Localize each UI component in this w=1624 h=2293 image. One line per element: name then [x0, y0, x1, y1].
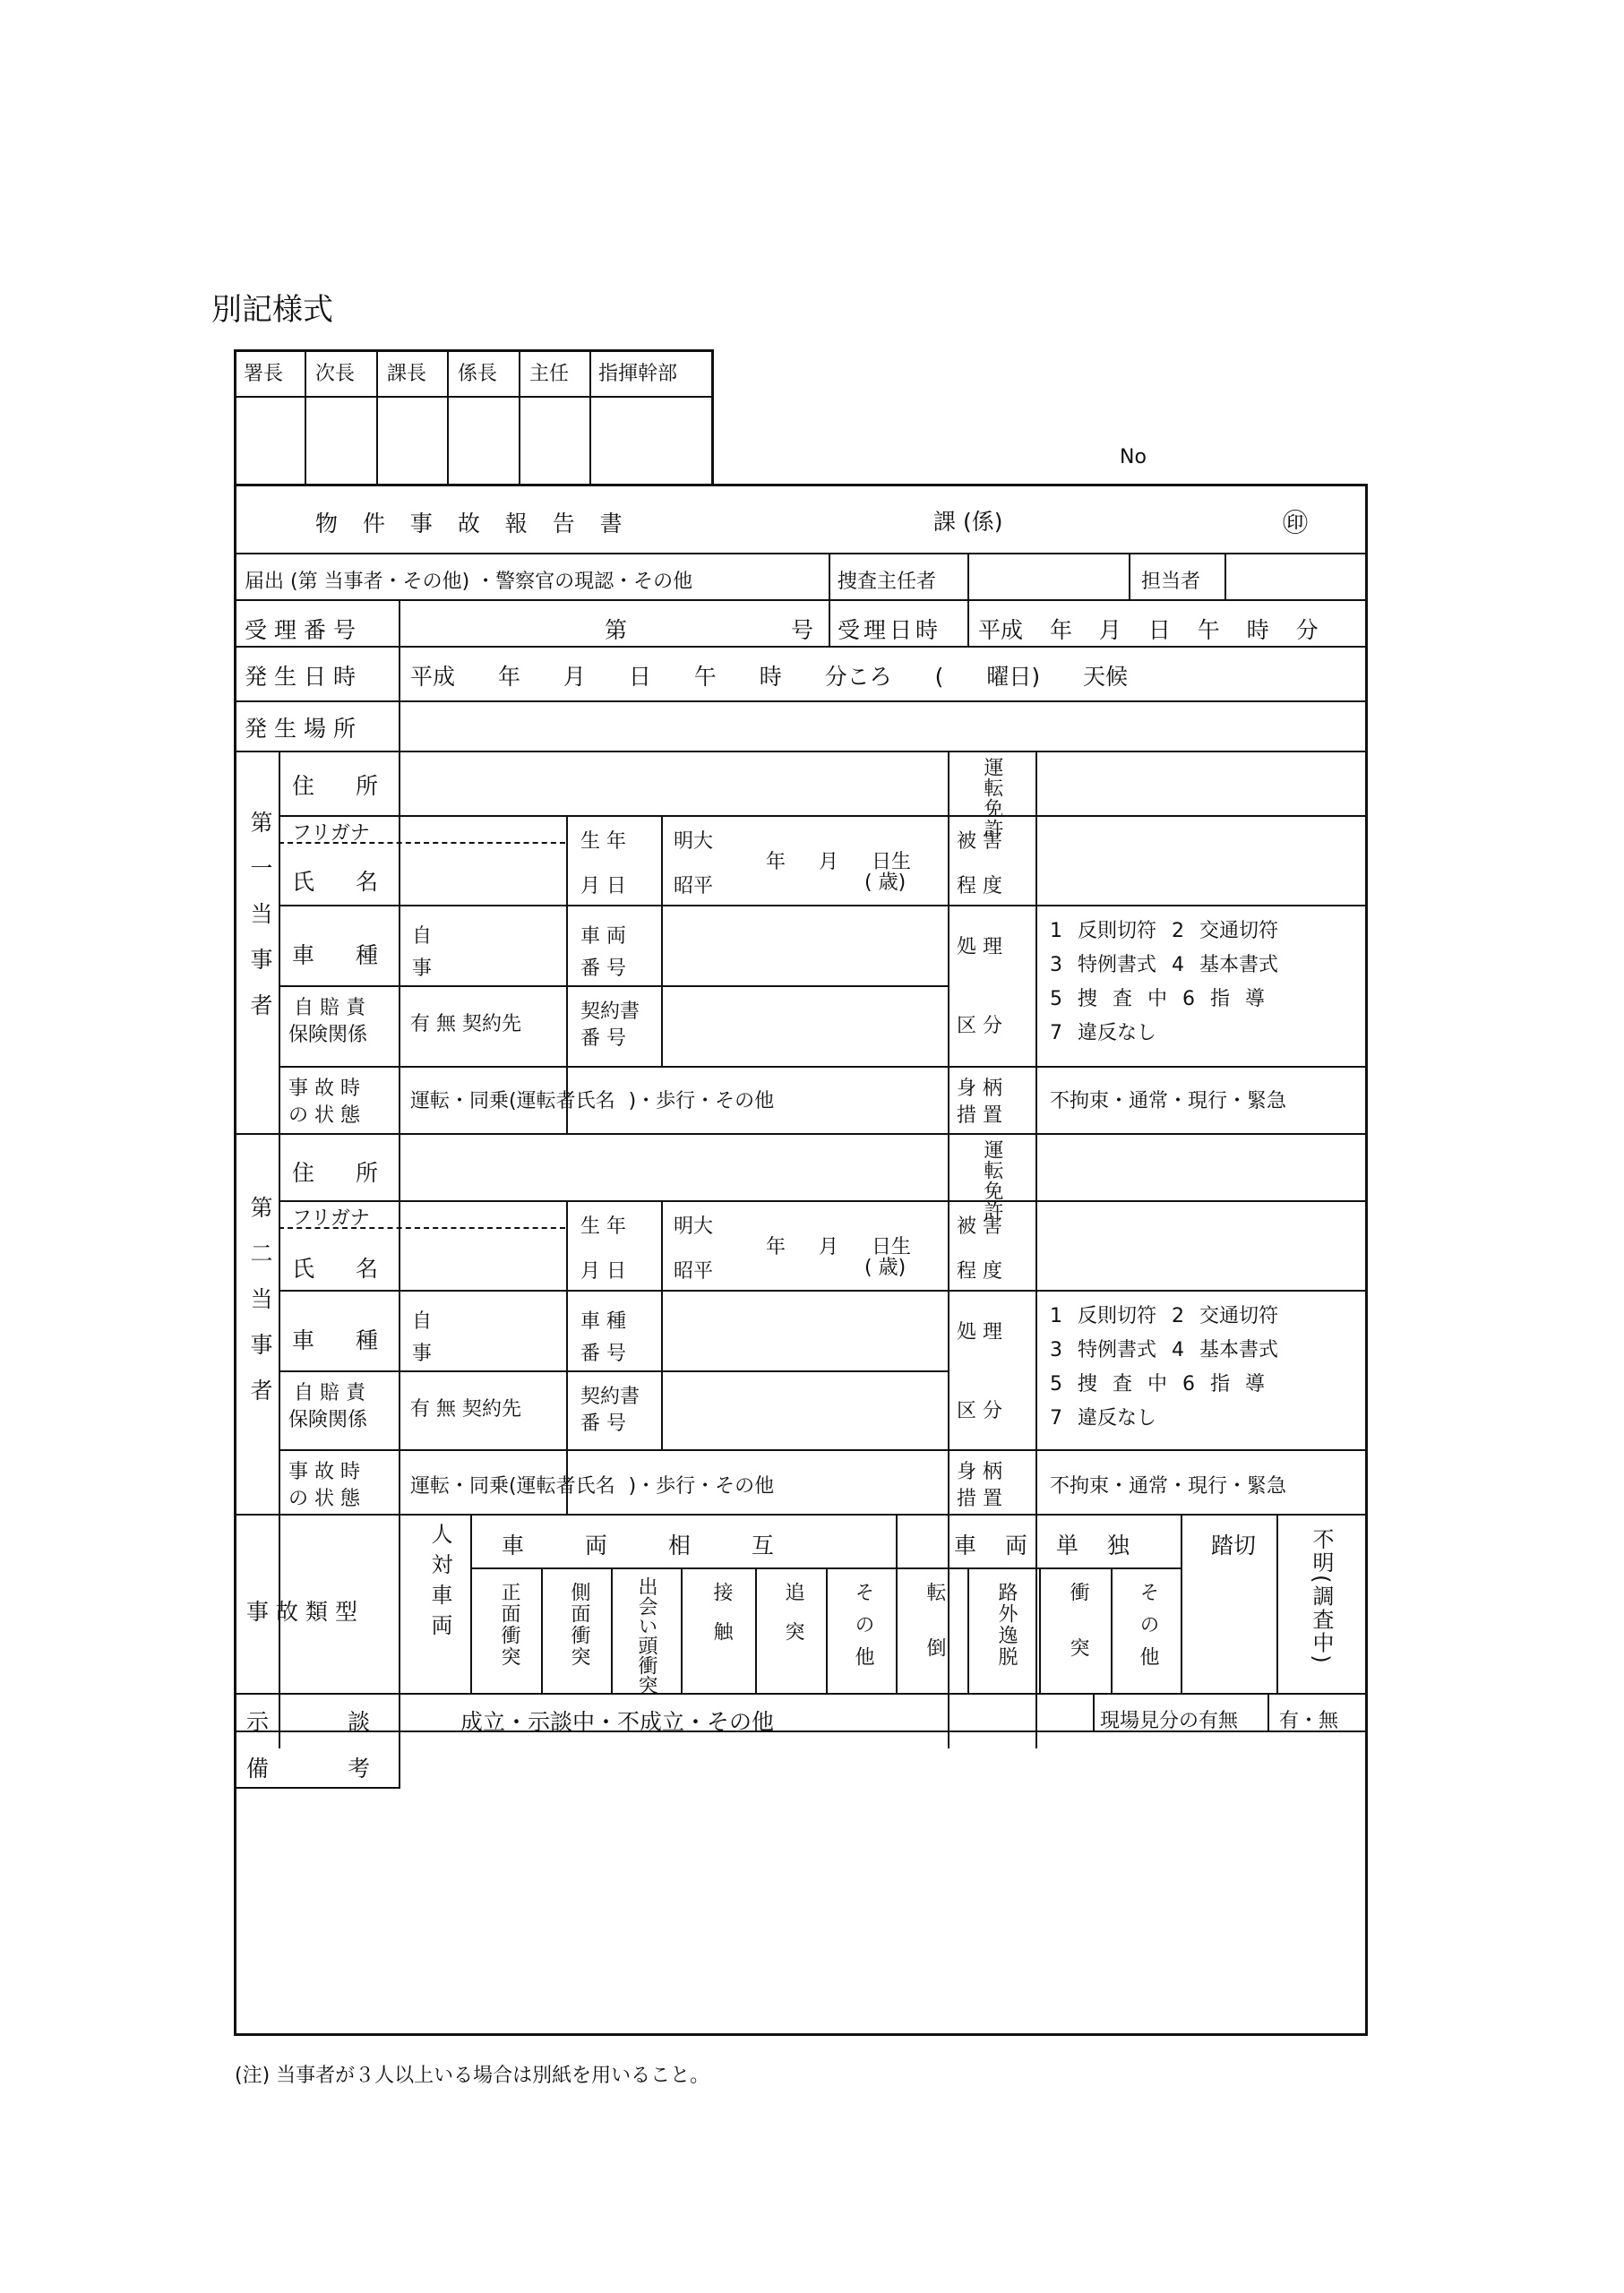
party2-birth-top: 生 年: [580, 1215, 626, 1238]
accident-vehicle-single: 車 両 単 独: [954, 1533, 1130, 1559]
party1-state-bottom: の 状 態: [288, 1104, 360, 1127]
party1-damage-bottom: 程 度: [957, 875, 1002, 897]
receipt-no-label: 受理番号: [245, 617, 364, 643]
party1-contract-top: 契約書: [580, 1001, 640, 1023]
party2-state-bottom: の 状 態: [288, 1488, 360, 1510]
party1-name-label: 氏 名: [292, 869, 378, 895]
accident-off-road: 路外逸脱: [995, 1582, 1018, 1668]
party2-process-bottom: 区 分: [957, 1400, 1002, 1422]
party1-license-label: 運転免許: [981, 757, 1003, 839]
party2-title: 第二当事者: [247, 1196, 273, 1424]
accident-crossing-collision: 出会い頭衝突: [635, 1576, 657, 1695]
party1-vehicle-no-top: 車 両: [580, 925, 626, 948]
party1-state-value: 運転・同乗(運転者氏名 )・歩行・その他: [410, 1090, 775, 1112]
accident-head-on: 正面衝突: [498, 1582, 520, 1668]
seal-mark: ㊞: [1283, 508, 1309, 537]
party2-insurance-value: 有 無 契約先: [410, 1398, 521, 1421]
receipt-no-suffix: 号: [791, 617, 814, 643]
party1-process-option-3: 5 捜 査 中 6 指 導: [1050, 988, 1265, 1010]
approval-section-chief: 課長: [387, 363, 427, 385]
inspection-label: 現場見分の有無: [1100, 1710, 1239, 1732]
approval-unit-chief: 係長: [458, 363, 498, 385]
party1-furigana-label: フリガナ: [292, 822, 370, 845]
party1-address-label: 住 所: [292, 773, 378, 799]
section-label: 課 (係): [933, 509, 1003, 535]
party2-name-label: 氏 名: [292, 1256, 378, 1282]
inspection-value: 有・無: [1279, 1710, 1339, 1732]
party2-license-label: 運転免許: [981, 1139, 1003, 1222]
party1-custody-top: 身 柄: [957, 1078, 1002, 1100]
settlement-label: 示 談: [246, 1709, 370, 1735]
party1-process-top: 処 理: [957, 936, 1002, 958]
party1-vehicle-type-top: 自: [412, 925, 433, 948]
report-title: 物 件 事 故 報 告 書: [315, 511, 632, 537]
party2-date-text: 年 月 日生: [766, 1236, 911, 1258]
party1-contract-bottom: 番 号: [580, 1027, 626, 1050]
approval-deputy: 次長: [315, 363, 356, 385]
party1-date-text: 年 月 日生: [766, 851, 911, 873]
accident-overturn: 転倒: [924, 1582, 946, 1693]
accident-mutual-other: その他: [852, 1582, 874, 1679]
party1-vehicle-no-bottom: 番 号: [580, 958, 626, 980]
party2-process-option-4: 7 違反なし: [1050, 1407, 1156, 1430]
party1-process-bottom: 区 分: [957, 1015, 1002, 1037]
party2-process-option-2: 3 特例書式 4 基本書式: [1050, 1339, 1278, 1361]
party1-vehicle-type-label: 車 種: [292, 942, 378, 968]
accident-contact: 接触: [710, 1582, 733, 1661]
party1-custody-value: 不拘束・通常・現行・緊急: [1050, 1090, 1287, 1112]
receipt-date-value: 平成 年 月 日 午 時 分: [978, 617, 1319, 643]
party1-process-option-2: 3 特例書式 4 基本書式: [1050, 954, 1278, 976]
place-label: 発生場所: [245, 716, 364, 742]
party2-custody-value: 不拘束・通常・現行・緊急: [1050, 1475, 1287, 1498]
accident-side: 側面衝突: [568, 1582, 590, 1668]
party2-process-option-3: 5 捜 査 中 6 指 導: [1050, 1373, 1265, 1396]
party1-damage-top: 被 害: [957, 830, 1002, 853]
party2-age-text: ( 歳): [864, 1257, 907, 1279]
accident-vehicle-mutual: 車 両 相 互: [502, 1533, 774, 1559]
party2-birth-bottom: 月 日: [580, 1260, 626, 1283]
party1-process-option-4: 7 違反なし: [1050, 1022, 1156, 1044]
party2-contract-top: 契約書: [580, 1386, 640, 1408]
party1-age-text: ( 歳): [864, 872, 907, 894]
party2-furigana-label: フリガナ: [292, 1207, 370, 1230]
approval-chief: 署長: [244, 363, 284, 385]
accident-crossing: 踏切: [1211, 1533, 1257, 1559]
accident-rear-end: 追突: [782, 1582, 804, 1661]
party1-title: 第一当事者: [247, 811, 273, 1039]
party2-vehicle-no-bottom: 番 号: [580, 1343, 626, 1365]
party2-damage-bottom: 程 度: [957, 1260, 1002, 1283]
form-label: 別記様式: [211, 292, 333, 328]
approval-lead: 主任: [529, 363, 570, 385]
party1-process-option-1: 1 反則切符 2 交通切符: [1050, 920, 1278, 942]
notification-text: 届出 (第 当事者・その他) ・警察官の現認・その他: [245, 571, 693, 593]
occurrence-value: 平成 年 月 日 午 時 分ころ ( 曜日) 天候: [410, 664, 1129, 690]
party2-contract-bottom: 番 号: [580, 1413, 626, 1435]
party2-insurance-bottom: 保険関係: [288, 1409, 368, 1431]
party2-state-top: 事 故 時: [288, 1461, 360, 1483]
party1-custody-bottom: 措 置: [957, 1104, 1002, 1127]
approval-commander: 指揮幹部: [598, 363, 678, 385]
party2-custody-top: 身 柄: [957, 1461, 1002, 1483]
footnote: (注) 当事者が３人以上いる場合は別紙を用いること。: [235, 2065, 710, 2087]
settlement-value: 成立・示談中・不成立・その他: [460, 1709, 775, 1735]
receipt-no-prefix: 第: [605, 617, 628, 643]
party1-insurance-value: 有 無 契約先: [410, 1013, 521, 1035]
receipt-date-label: 受理日時: [838, 617, 942, 643]
number-label: No: [1120, 446, 1147, 468]
investigator-label: 捜査主任者: [838, 571, 937, 593]
party2-insurance-top: 自 賠 責: [294, 1382, 365, 1404]
party2-process-option-1: 1 反則切符 2 交通切符: [1050, 1305, 1278, 1327]
party2-address-label: 住 所: [292, 1160, 378, 1186]
party1-era-bottom: 昭平: [674, 875, 714, 897]
accident-person-vehicle: 人対車両: [427, 1523, 452, 1645]
party2-custody-bottom: 措 置: [957, 1488, 1002, 1510]
party1-birth-bottom: 月 日: [580, 875, 626, 897]
party1-vehicle-type-bottom: 事: [412, 958, 433, 980]
party2-era-top: 明大: [674, 1215, 714, 1238]
accident-type-label: 事故類型: [246, 1599, 365, 1625]
accident-collision: 衝突: [1067, 1582, 1089, 1693]
party1-state-top: 事 故 時: [288, 1078, 360, 1100]
party1-era-top: 明大: [674, 830, 714, 853]
remarks-label: 備 考: [246, 1756, 370, 1782]
person-in-charge-label: 担当者: [1141, 571, 1201, 593]
party1-birth-top: 生 年: [580, 830, 626, 853]
party2-state-value: 運転・同乗(運転者氏名 )・歩行・その他: [410, 1475, 775, 1498]
party1-insurance-top: 自 賠 責: [294, 997, 365, 1019]
accident-unknown: 不明(調査中): [1309, 1528, 1334, 1665]
party2-vehicle-type-label: 車 種: [292, 1327, 378, 1353]
occurrence-label: 発生日時: [245, 664, 364, 690]
party2-era-bottom: 昭平: [674, 1260, 714, 1283]
party2-process-top: 処 理: [957, 1321, 1002, 1344]
accident-single-other: その他: [1137, 1582, 1159, 1679]
party2-damage-top: 被 害: [957, 1215, 1002, 1238]
party2-vehicle-type-bottom: 事: [412, 1343, 433, 1365]
party1-insurance-bottom: 保険関係: [288, 1024, 368, 1046]
party2-vehicle-type-top: 自: [412, 1310, 433, 1333]
party2-vehicle-no-top: 車 種: [580, 1310, 626, 1333]
